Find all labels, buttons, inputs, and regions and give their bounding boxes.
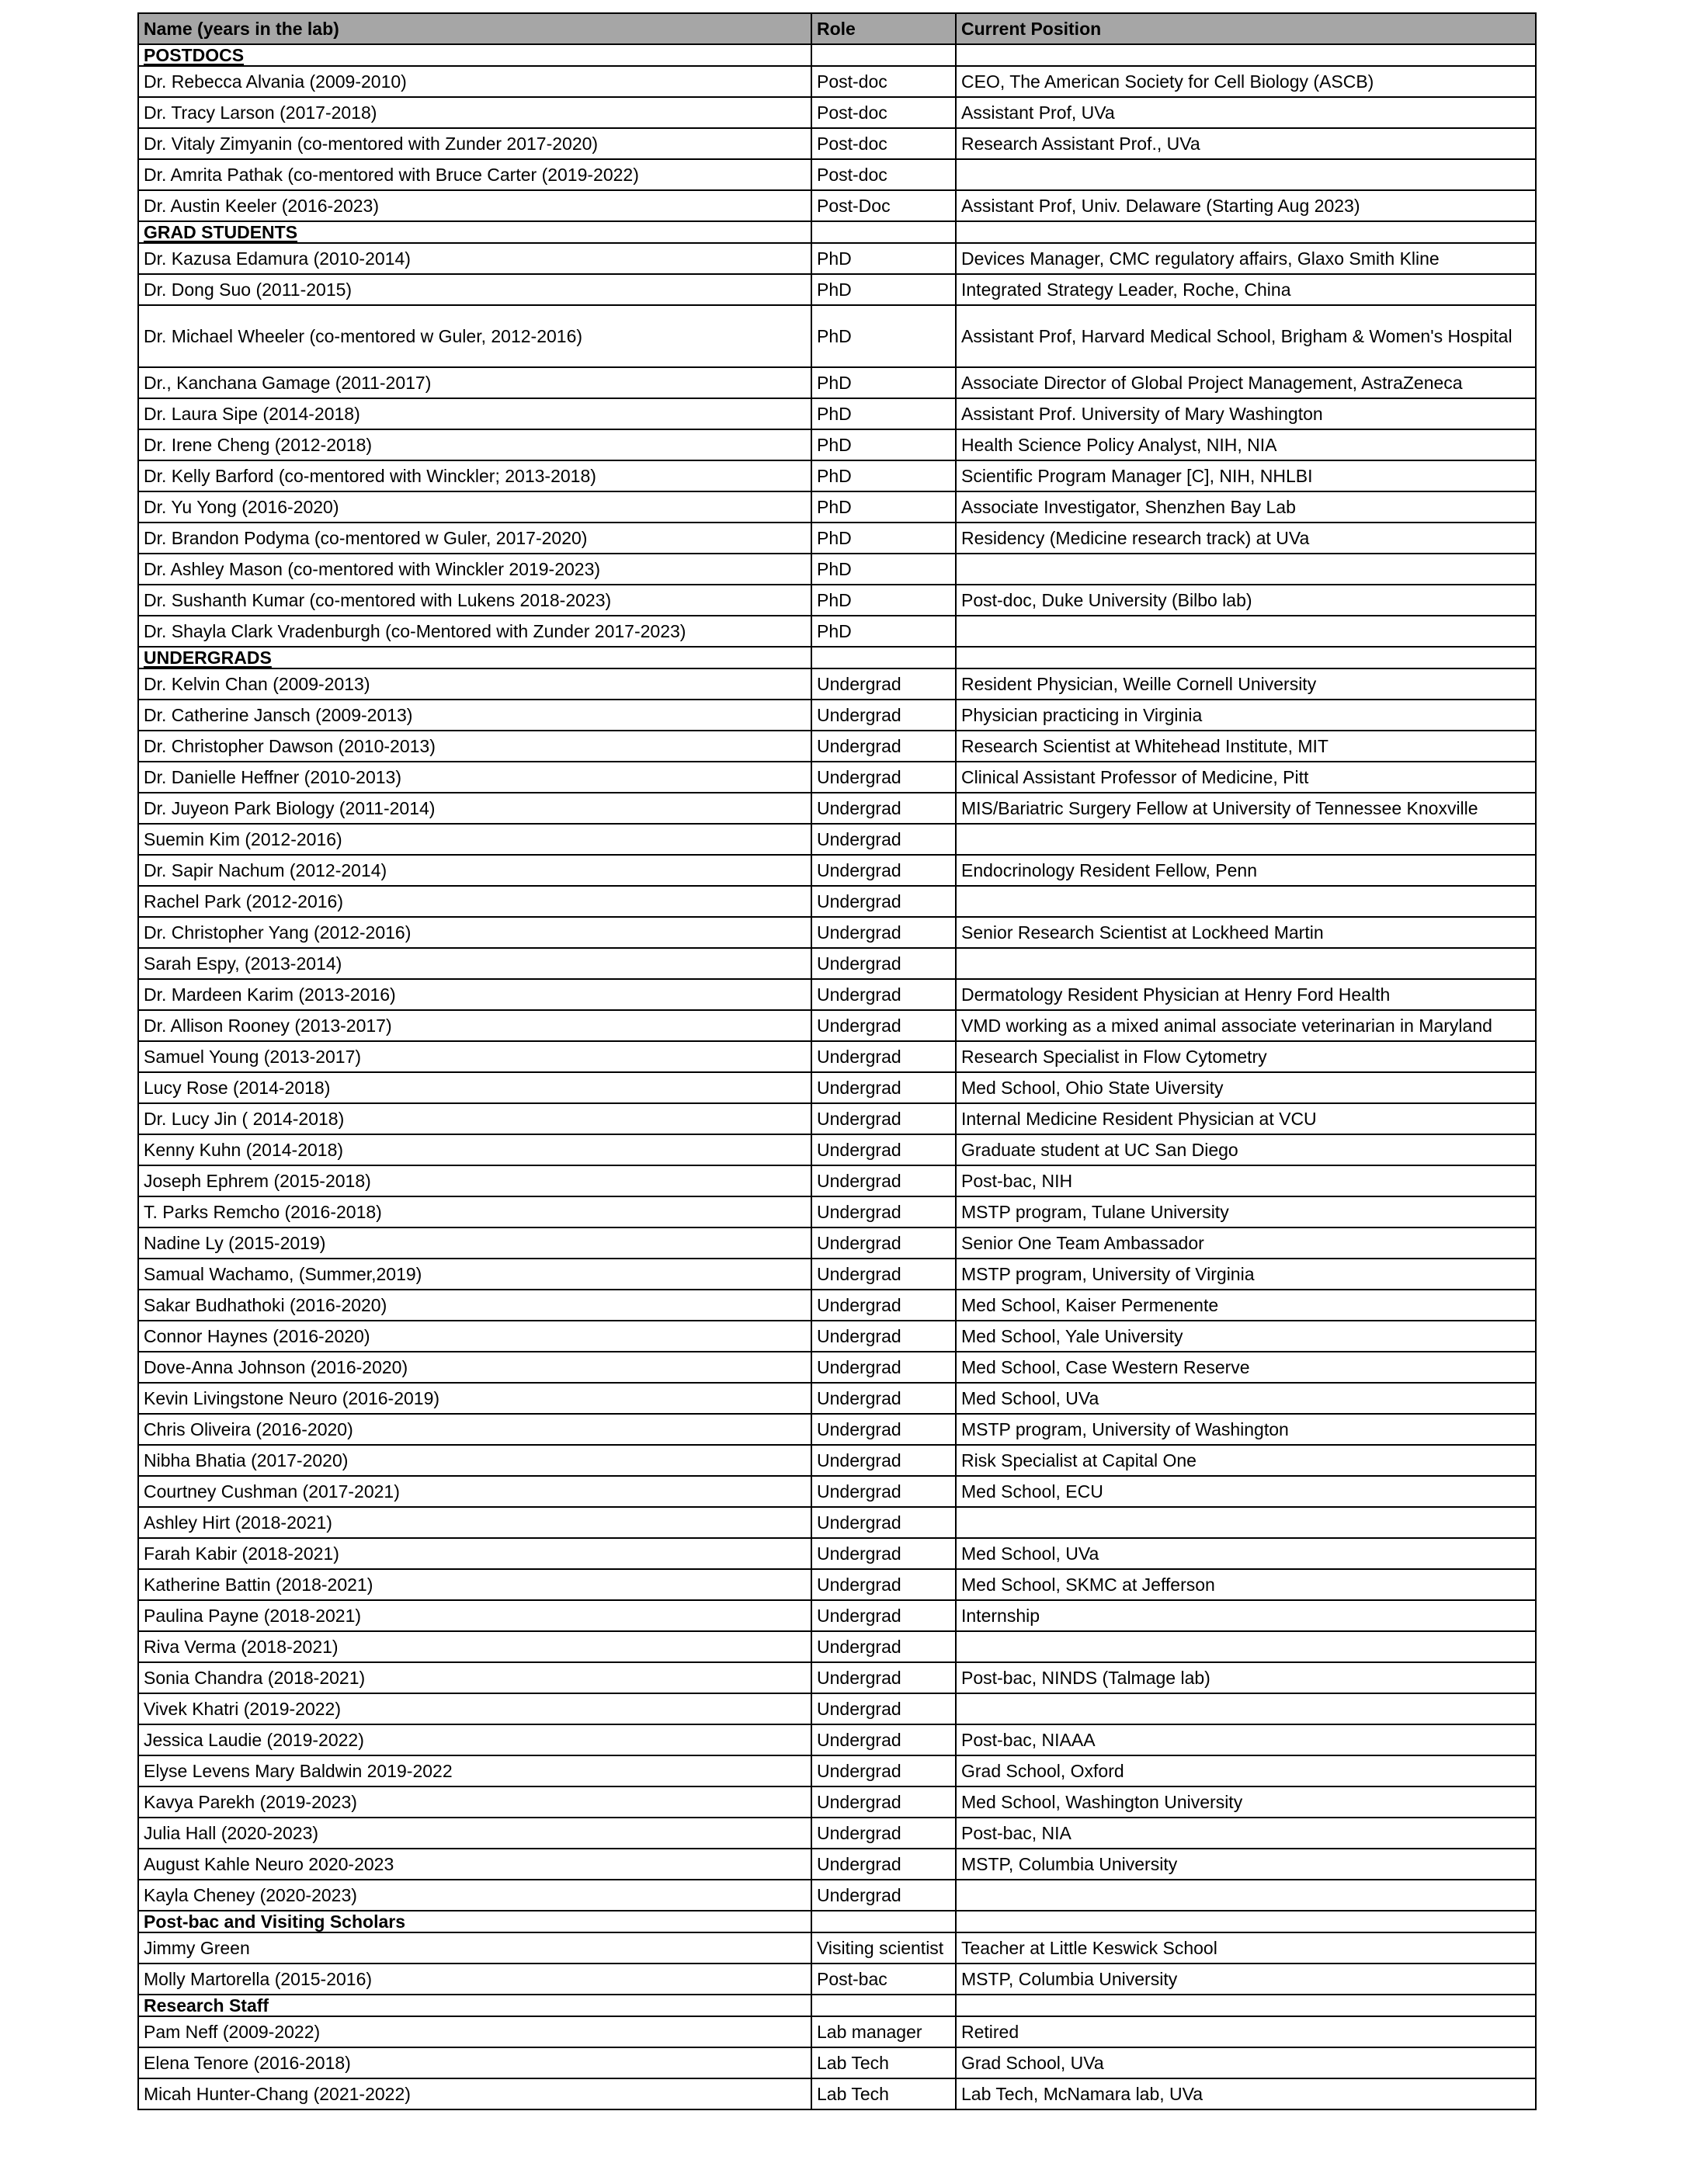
name-cell: Samuel Young (2013-2017): [138, 1041, 811, 1072]
name-cell: Kavya Parekh (2019-2023): [138, 1786, 811, 1818]
position-cell: Physician practicing in Virginia: [956, 700, 1536, 731]
role-cell: Undergrad: [811, 1321, 956, 1352]
role-cell: Undergrad: [811, 1755, 956, 1786]
name-cell: Dr. Ashley Mason (co-mentored with Winckler 2019-2023): [138, 554, 811, 585]
table-row: [138, 1383, 1536, 1414]
position-cell: Post-doc, Duke University (Bilbo lab): [956, 585, 1536, 616]
table-row: [138, 274, 1536, 305]
role-cell: Undergrad: [811, 1507, 956, 1538]
role-cell: Undergrad: [811, 917, 956, 948]
position-cell: [956, 886, 1536, 917]
section-title: Research Staff: [138, 1995, 811, 2016]
table-row: [138, 886, 1536, 917]
name-cell: Dr. Austin Keeler (2016-2023): [138, 190, 811, 221]
position-cell: MSTP, Columbia University: [956, 1849, 1536, 1880]
position-cell: Associate Investigator, Shenzhen Bay Lab: [956, 491, 1536, 523]
table-row: [138, 2016, 1536, 2047]
name-cell: Dr. Shayla Clark Vradenburgh (co-Mentored with Zunder 2017-2023): [138, 616, 811, 647]
role-cell: Undergrad: [811, 1041, 956, 1072]
table-row: [138, 1569, 1536, 1600]
name-cell: Dr. Sushanth Kumar (co-mentored with Lukens 2018-2023): [138, 585, 811, 616]
table-row: [138, 1476, 1536, 1507]
name-cell: Julia Hall (2020-2023): [138, 1818, 811, 1849]
position-cell: Post-bac, NIA: [956, 1818, 1536, 1849]
section-header-row: [138, 1995, 1536, 2016]
table-row: [138, 1290, 1536, 1321]
name-cell: Katherine Battin (2018-2021): [138, 1569, 811, 1600]
table-row: [138, 1445, 1536, 1476]
name-cell: Dr. Juyeon Park Biology (2011-2014): [138, 793, 811, 824]
position-cell: Internship: [956, 1600, 1536, 1631]
table-row: [138, 2047, 1536, 2078]
role-cell: PhD: [811, 243, 956, 274]
position-cell: Clinical Assistant Professor of Medicine, Pitt: [956, 762, 1536, 793]
table-row: [138, 1103, 1536, 1134]
empty-cell: [811, 647, 956, 668]
name-cell: Jimmy Green: [138, 1932, 811, 1964]
position-cell: Associate Director of Global Project Management, AstraZeneca: [956, 367, 1536, 398]
name-cell: Connor Haynes (2016-2020): [138, 1321, 811, 1352]
table-row: [138, 979, 1536, 1010]
table-row: [138, 1631, 1536, 1662]
position-cell: Research Scientist at Whitehead Institute, MIT: [956, 731, 1536, 762]
role-cell: PhD: [811, 398, 956, 429]
table-row: [138, 948, 1536, 979]
role-cell: Undergrad: [811, 1352, 956, 1383]
role-cell: Undergrad: [811, 668, 956, 700]
role-cell: Undergrad: [811, 1631, 956, 1662]
table-row: [138, 305, 1536, 367]
table-row: [138, 1134, 1536, 1165]
position-cell: [956, 159, 1536, 190]
role-cell: Undergrad: [811, 1818, 956, 1849]
name-cell: Vivek Khatri (2019-2022): [138, 1693, 811, 1724]
role-cell: Undergrad: [811, 1259, 956, 1290]
name-cell: Dr. Christopher Yang (2012-2016): [138, 917, 811, 948]
name-cell: Dr. Catherine Jansch (2009-2013): [138, 700, 811, 731]
table-row: [138, 1041, 1536, 1072]
position-cell: Integrated Strategy Leader, Roche, China: [956, 274, 1536, 305]
name-cell: Dr. Christopher Dawson (2010-2013): [138, 731, 811, 762]
name-cell: Dr. Kazusa Edamura (2010-2014): [138, 243, 811, 274]
position-cell: Senior One Team Ambassador: [956, 1227, 1536, 1259]
name-cell: Kevin Livingstone Neuro (2016-2019): [138, 1383, 811, 1414]
position-cell: Med School, Yale University: [956, 1321, 1536, 1352]
table-row: [138, 2078, 1536, 2109]
name-cell: Sarah Espy, (2013-2014): [138, 948, 811, 979]
position-cell: Residency (Medicine research track) at UVa: [956, 523, 1536, 554]
table-row: [138, 1786, 1536, 1818]
table-row: [138, 616, 1536, 647]
table-row: [138, 429, 1536, 460]
position-cell: Post-bac, NIAAA: [956, 1724, 1536, 1755]
name-cell: Dr. Dong Suo (2011-2015): [138, 274, 811, 305]
empty-cell: [956, 1911, 1536, 1932]
position-cell: Research Assistant Prof., UVa: [956, 128, 1536, 159]
name-cell: Dr. Lucy Jin ( 2014-2018): [138, 1103, 811, 1134]
role-cell: Undergrad: [811, 1476, 956, 1507]
name-cell: Sakar Budhathoki (2016-2020): [138, 1290, 811, 1321]
position-cell: Graduate student at UC San Diego: [956, 1134, 1536, 1165]
empty-cell: [956, 44, 1536, 66]
role-cell: Undergrad: [811, 1072, 956, 1103]
table-row: [138, 523, 1536, 554]
position-cell: CEO, The American Society for Cell Biology (ASCB): [956, 66, 1536, 97]
position-cell: Post-bac, NIH: [956, 1165, 1536, 1196]
name-cell: Sonia Chandra (2018-2021): [138, 1662, 811, 1693]
table-row: [138, 1538, 1536, 1569]
header-position: Current Position: [956, 13, 1536, 44]
lab-alumni-sheet: [137, 12, 1535, 2110]
table-row: [138, 700, 1536, 731]
position-cell: MSTP program, University of Virginia: [956, 1259, 1536, 1290]
name-cell: Dr. Rebecca Alvania (2009-2010): [138, 66, 811, 97]
role-cell: Undergrad: [811, 1290, 956, 1321]
name-cell: Dr. Vitaly Zimyanin (co-mentored with Zunder 2017-2020): [138, 128, 811, 159]
name-cell: Elena Tenore (2016-2018): [138, 2047, 811, 2078]
lab-alumni-table: [137, 12, 1537, 2110]
position-cell: Endocrinology Resident Fellow, Penn: [956, 855, 1536, 886]
position-cell: Med School, ECU: [956, 1476, 1536, 1507]
name-cell: August Kahle Neuro 2020-2023: [138, 1849, 811, 1880]
role-cell: Post-doc: [811, 159, 956, 190]
role-cell: Undergrad: [811, 1662, 956, 1693]
name-cell: Nibha Bhatia (2017-2020): [138, 1445, 811, 1476]
table-body: [138, 44, 1536, 2109]
position-cell: Resident Physician, Weille Cornell University: [956, 668, 1536, 700]
position-cell: Teacher at Little Keswick School: [956, 1932, 1536, 1964]
table-row: [138, 1165, 1536, 1196]
role-cell: Undergrad: [811, 1569, 956, 1600]
position-cell: [956, 616, 1536, 647]
table-row: [138, 66, 1536, 97]
table-row: [138, 762, 1536, 793]
role-cell: Undergrad: [811, 1880, 956, 1911]
table-row: [138, 917, 1536, 948]
table-row: [138, 1818, 1536, 1849]
position-cell: [956, 1507, 1536, 1538]
name-cell: Micah Hunter-Chang (2021-2022): [138, 2078, 811, 2109]
name-cell: Lucy Rose (2014-2018): [138, 1072, 811, 1103]
table-row: [138, 1196, 1536, 1227]
table-row: [138, 1849, 1536, 1880]
role-cell: Lab manager: [811, 2016, 956, 2047]
table-row: [138, 1227, 1536, 1259]
role-cell: Undergrad: [811, 1103, 956, 1134]
position-cell: [956, 554, 1536, 585]
role-cell: Undergrad: [811, 1196, 956, 1227]
name-cell: Suemin Kim (2012-2016): [138, 824, 811, 855]
table-row: [138, 554, 1536, 585]
name-cell: Dr. Sapir Nachum (2012-2014): [138, 855, 811, 886]
name-cell: Samual Wachamo, (Summer,2019): [138, 1259, 811, 1290]
name-cell: Courtney Cushman (2017-2021): [138, 1476, 811, 1507]
header-role: Role: [811, 13, 956, 44]
table-row: [138, 367, 1536, 398]
table-row: [138, 491, 1536, 523]
position-cell: [956, 1631, 1536, 1662]
role-cell: Lab Tech: [811, 2078, 956, 2109]
role-cell: Post-doc: [811, 97, 956, 128]
name-cell: Riva Verma (2018-2021): [138, 1631, 811, 1662]
role-cell: PhD: [811, 554, 956, 585]
table-row: [138, 97, 1536, 128]
header-name: Name (years in the lab): [138, 13, 811, 44]
role-cell: Undergrad: [811, 1786, 956, 1818]
empty-cell: [811, 1911, 956, 1932]
section-header-row: [138, 1911, 1536, 1932]
role-cell: Undergrad: [811, 700, 956, 731]
name-cell: Molly Martorella (2015-2016): [138, 1964, 811, 1995]
name-cell: Kayla Cheney (2020-2023): [138, 1880, 811, 1911]
name-cell: Farah Kabir (2018-2021): [138, 1538, 811, 1569]
name-cell: Dove-Anna Johnson (2016-2020): [138, 1352, 811, 1383]
position-cell: MSTP, Columbia University: [956, 1964, 1536, 1995]
role-cell: Undergrad: [811, 731, 956, 762]
role-cell: Undergrad: [811, 793, 956, 824]
role-cell: Undergrad: [811, 1383, 956, 1414]
table-row: [138, 1352, 1536, 1383]
position-cell: Assistant Prof, UVa: [956, 97, 1536, 128]
section-header-row: [138, 44, 1536, 66]
name-cell: Dr. Allison Rooney (2013-2017): [138, 1010, 811, 1041]
role-cell: Post-Doc: [811, 190, 956, 221]
position-cell: Med School, Kaiser Permenente: [956, 1290, 1536, 1321]
role-cell: PhD: [811, 460, 956, 491]
role-cell: Undergrad: [811, 1134, 956, 1165]
role-cell: PhD: [811, 274, 956, 305]
position-cell: Assistant Prof, Harvard Medical School, Brigham & Women's Hospital: [956, 305, 1536, 367]
position-cell: [956, 948, 1536, 979]
position-cell: Scientific Program Manager [C], NIH, NHLBI: [956, 460, 1536, 491]
role-cell: Undergrad: [811, 855, 956, 886]
name-cell: Dr. Irene Cheng (2012-2018): [138, 429, 811, 460]
table-row: [138, 855, 1536, 886]
table-row: [138, 1662, 1536, 1693]
role-cell: Post-doc: [811, 66, 956, 97]
name-cell: Kenny Kuhn (2014-2018): [138, 1134, 811, 1165]
role-cell: PhD: [811, 616, 956, 647]
name-cell: Dr., Kanchana Gamage (2011-2017): [138, 367, 811, 398]
section-title: Post-bac and Visiting Scholars: [138, 1911, 811, 1932]
role-cell: Undergrad: [811, 1849, 956, 1880]
section-header-row: [138, 647, 1536, 668]
name-cell: Chris Oliveira (2016-2020): [138, 1414, 811, 1445]
table-row: [138, 1321, 1536, 1352]
table-row: [138, 1507, 1536, 1538]
position-cell: Devices Manager, CMC regulatory affairs, Glaxo Smith Kline: [956, 243, 1536, 274]
empty-cell: [956, 1995, 1536, 2016]
position-cell: MSTP program, Tulane University: [956, 1196, 1536, 1227]
name-cell: Dr. Mardeen Karim (2013-2016): [138, 979, 811, 1010]
position-cell: Assistant Prof, Univ. Delaware (Starting Aug 2023): [956, 190, 1536, 221]
role-cell: Undergrad: [811, 1227, 956, 1259]
table-row: [138, 243, 1536, 274]
empty-cell: [811, 44, 956, 66]
section-title: UNDERGRADS: [138, 647, 811, 668]
table-row: [138, 1600, 1536, 1631]
table-row: [138, 1414, 1536, 1445]
position-cell: Med School, UVa: [956, 1538, 1536, 1569]
position-cell: [956, 1880, 1536, 1911]
position-cell: Med School, Case Western Reserve: [956, 1352, 1536, 1383]
name-cell: Dr. Brandon Podyma (co-mentored w Guler, 2017-2020): [138, 523, 811, 554]
table-row: [138, 190, 1536, 221]
name-cell: Dr. Tracy Larson (2017-2018): [138, 97, 811, 128]
table-row: [138, 1755, 1536, 1786]
role-cell: Undergrad: [811, 762, 956, 793]
empty-cell: [811, 221, 956, 243]
role-cell: Post-doc: [811, 128, 956, 159]
role-cell: Undergrad: [811, 1538, 956, 1569]
role-cell: Undergrad: [811, 1165, 956, 1196]
name-cell: Dr. Danielle Heffner (2010-2013): [138, 762, 811, 793]
position-cell: Internal Medicine Resident Physician at VCU: [956, 1103, 1536, 1134]
name-cell: Dr. Michael Wheeler (co-mentored w Guler, 2012-2016): [138, 305, 811, 367]
table-row: [138, 1010, 1536, 1041]
section-title: GRAD STUDENTS: [138, 221, 811, 243]
table-row: [138, 1724, 1536, 1755]
position-cell: Med School, UVa: [956, 1383, 1536, 1414]
position-cell: Grad School, UVa: [956, 2047, 1536, 2078]
role-cell: Undergrad: [811, 1724, 956, 1755]
table-row: [138, 585, 1536, 616]
table-row: [138, 1693, 1536, 1724]
table-row: [138, 460, 1536, 491]
role-cell: Visiting scientist: [811, 1932, 956, 1964]
role-cell: Undergrad: [811, 979, 956, 1010]
table-row: [138, 668, 1536, 700]
position-cell: Med School, Ohio State Uiversity: [956, 1072, 1536, 1103]
role-cell: Lab Tech: [811, 2047, 956, 2078]
table-row: [138, 159, 1536, 190]
position-cell: Lab Tech, McNamara lab, UVa: [956, 2078, 1536, 2109]
table-row: [138, 1932, 1536, 1964]
table-row: [138, 128, 1536, 159]
table-row: [138, 793, 1536, 824]
position-cell: MIS/Bariatric Surgery Fellow at University of Tennessee Knoxville: [956, 793, 1536, 824]
name-cell: Dr. Kelly Barford (co-mentored with Winckler; 2013-2018): [138, 460, 811, 491]
position-cell: Dermatology Resident Physician at Henry Ford Health: [956, 979, 1536, 1010]
table-row: [138, 824, 1536, 855]
role-cell: PhD: [811, 429, 956, 460]
role-cell: Undergrad: [811, 948, 956, 979]
role-cell: Undergrad: [811, 824, 956, 855]
position-cell: Risk Specialist at Capital One: [956, 1445, 1536, 1476]
empty-cell: [956, 647, 1536, 668]
name-cell: Dr. Yu Yong (2016-2020): [138, 491, 811, 523]
name-cell: T. Parks Remcho (2016-2018): [138, 1196, 811, 1227]
table-row: [138, 731, 1536, 762]
role-cell: Undergrad: [811, 1445, 956, 1476]
section-title: POSTDOCS: [138, 44, 811, 66]
name-cell: Dr. Laura Sipe (2014-2018): [138, 398, 811, 429]
position-cell: Med School, SKMC at Jefferson: [956, 1569, 1536, 1600]
header-row: [138, 13, 1536, 44]
name-cell: Joseph Ephrem (2015-2018): [138, 1165, 811, 1196]
position-cell: Grad School, Oxford: [956, 1755, 1536, 1786]
role-cell: Undergrad: [811, 886, 956, 917]
name-cell: Dr. Kelvin Chan (2009-2013): [138, 668, 811, 700]
role-cell: PhD: [811, 305, 956, 367]
role-cell: PhD: [811, 585, 956, 616]
role-cell: PhD: [811, 491, 956, 523]
role-cell: PhD: [811, 367, 956, 398]
empty-cell: [956, 221, 1536, 243]
position-cell: MSTP program, University of Washington: [956, 1414, 1536, 1445]
name-cell: Pam Neff (2009-2022): [138, 2016, 811, 2047]
position-cell: [956, 1693, 1536, 1724]
role-cell: Undergrad: [811, 1600, 956, 1631]
section-header-row: [138, 221, 1536, 243]
position-cell: Health Science Policy Analyst, NIH, NIA: [956, 429, 1536, 460]
role-cell: Undergrad: [811, 1693, 956, 1724]
position-cell: Retired: [956, 2016, 1536, 2047]
name-cell: Nadine Ly (2015-2019): [138, 1227, 811, 1259]
role-cell: Undergrad: [811, 1414, 956, 1445]
position-cell: Research Specialist in Flow Cytometry: [956, 1041, 1536, 1072]
role-cell: Undergrad: [811, 1010, 956, 1041]
name-cell: Rachel Park (2012-2016): [138, 886, 811, 917]
name-cell: Dr. Amrita Pathak (co-mentored with Bruce Carter (2019-2022): [138, 159, 811, 190]
position-cell: [956, 824, 1536, 855]
name-cell: Elyse Levens Mary Baldwin 2019-2022: [138, 1755, 811, 1786]
table-row: [138, 1072, 1536, 1103]
table-row: [138, 1259, 1536, 1290]
name-cell: Jessica Laudie (2019-2022): [138, 1724, 811, 1755]
position-cell: Med School, Washington University: [956, 1786, 1536, 1818]
position-cell: Senior Research Scientist at Lockheed Martin: [956, 917, 1536, 948]
position-cell: Post-bac, NINDS (Talmage lab): [956, 1662, 1536, 1693]
table-row: [138, 398, 1536, 429]
table-row: [138, 1964, 1536, 1995]
position-cell: Assistant Prof. University of Mary Washington: [956, 398, 1536, 429]
position-cell: VMD working as a mixed animal associate veterinarian in Maryland: [956, 1010, 1536, 1041]
name-cell: Paulina Payne (2018-2021): [138, 1600, 811, 1631]
empty-cell: [811, 1995, 956, 2016]
name-cell: Ashley Hirt (2018-2021): [138, 1507, 811, 1538]
role-cell: PhD: [811, 523, 956, 554]
role-cell: Post-bac: [811, 1964, 956, 1995]
table-row: [138, 1880, 1536, 1911]
